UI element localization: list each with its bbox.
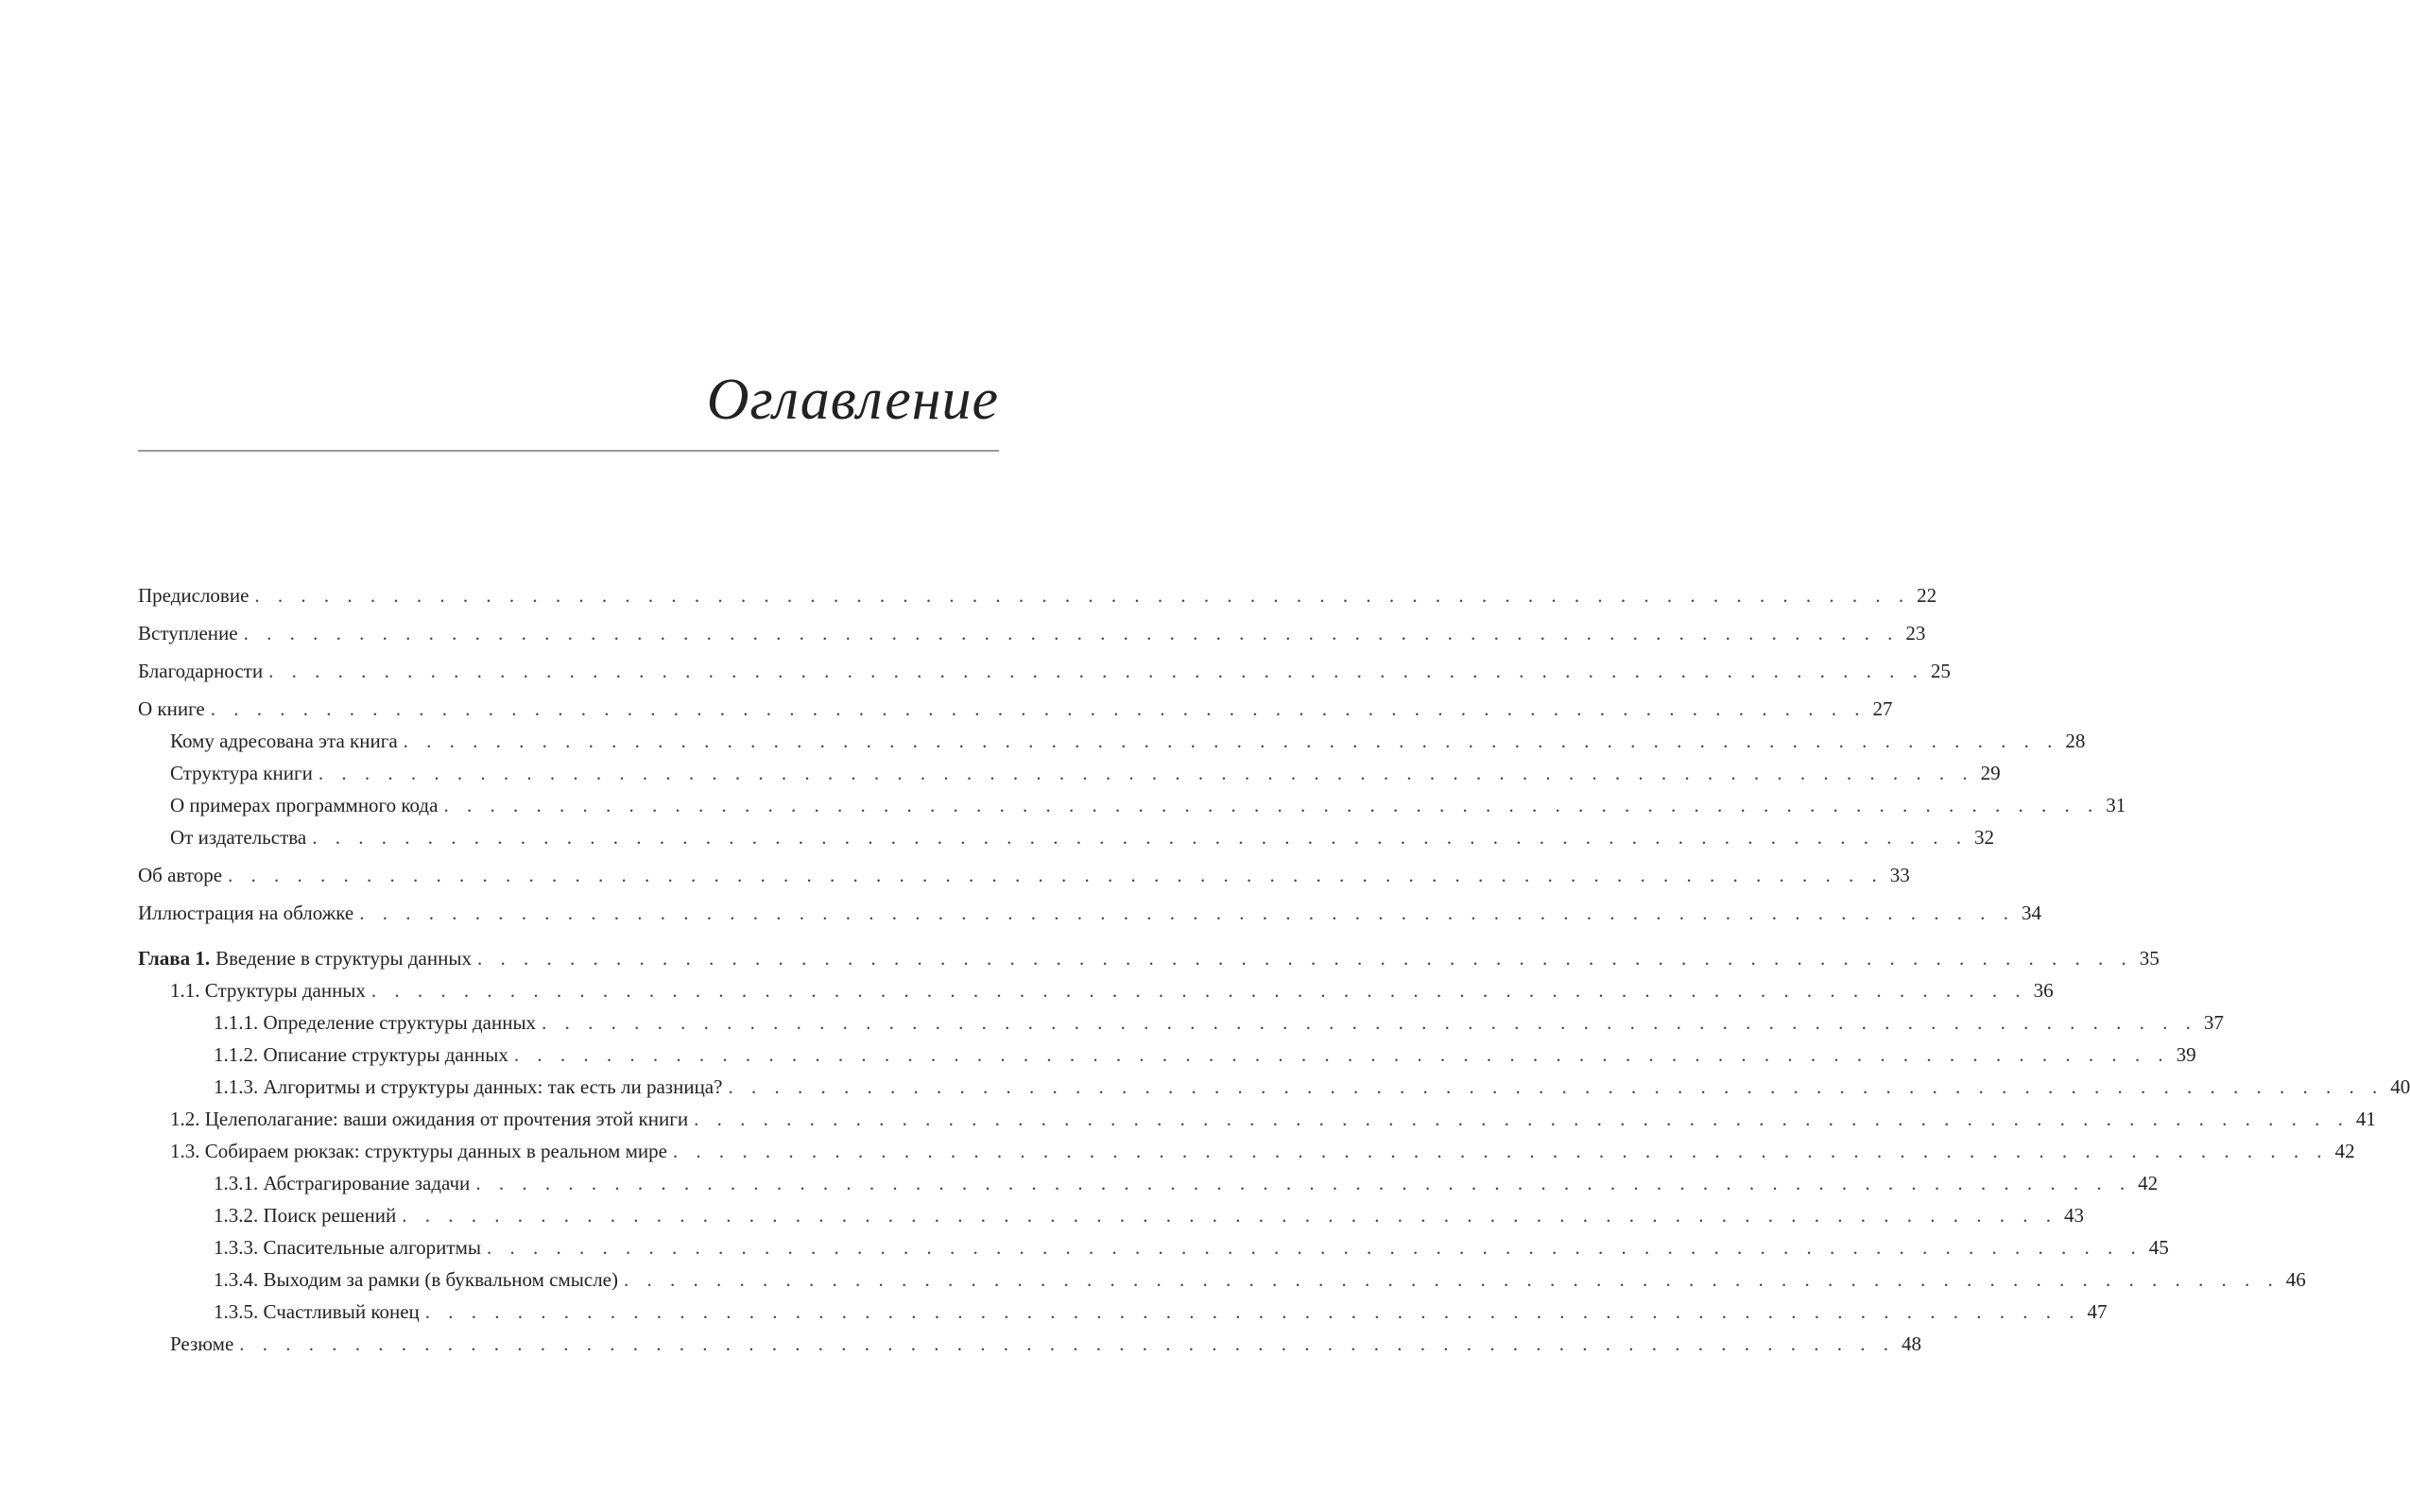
- toc-entry-title: О книге: [138, 697, 205, 720]
- toc-page-number: 40: [2390, 1075, 2410, 1098]
- toc-entry-title: Кому адресована эта книга: [170, 730, 398, 752]
- toc-entry-1-3-4[interactable]: [138, 1265, 2306, 1294]
- toc-page-number: 46: [2285, 1268, 2306, 1291]
- title-divider: [138, 450, 999, 452]
- chapter-label: Глава 1.: [138, 947, 211, 970]
- toc-leader-dots: . . . . . . . . . . . . . . . . . . . . . . . . . . . . . . . . . . . . . . . . . . . . . . . . . . . . . . . . . . . . . . . . . . . . . . . .: [476, 947, 2133, 970]
- toc-entry-title: Вступление: [138, 622, 238, 644]
- toc-page-number: 37: [2203, 1011, 2224, 1034]
- toc-page-number: 33: [1889, 864, 1910, 886]
- toc-leader-dots: . . . . . . . . . . . . . . . . . . . . . . . . . . . . . . . . . . . . . . . . . . . . . . . . . . . . . . . . . . . . . . . . . . . . . . . .: [318, 762, 1974, 784]
- toc-entry-title: Резюме: [170, 1332, 234, 1355]
- toc-entry-1-3-5[interactable]: [138, 1297, 2108, 1326]
- toc-entry-title: 1.1. Структуры данных: [170, 979, 366, 1002]
- toc-page-number: 34: [2021, 902, 2041, 924]
- toc-entry-title: 1.3.4. Выходим за рамки (в буквальном смысле): [214, 1268, 618, 1291]
- toc-entry-1-3[interactable]: [138, 1137, 2355, 1165]
- toc-leader-dots: . . . . . . . . . . . . . . . . . . . . . . . . . . . . . . . . . . . . . . . . . . . . . . . . . . . . . . . . . . . . . . . . . . . . . . . .: [513, 1043, 2170, 1066]
- toc-entry-title: 1.1.3. Алгоритмы и структуры данных: так есть ли разница?: [214, 1075, 723, 1098]
- toc-entry-title: 1.3.3. Спасительные алгоритмы: [214, 1236, 481, 1259]
- toc-entry-title: 1.1.1. Определение структуры данных: [214, 1011, 537, 1034]
- toc-entry-summary[interactable]: [138, 1330, 1922, 1358]
- toc-entry-title: Предисловие: [138, 584, 250, 607]
- toc-entry-chapter-1[interactable]: [138, 944, 2160, 972]
- toc-page-number: 35: [2139, 947, 2160, 970]
- toc-entry-preface[interactable]: [138, 581, 1937, 610]
- toc-entry-title: Иллюстрация на обложке: [138, 902, 354, 924]
- toc-page-number: 48: [1902, 1332, 1922, 1355]
- toc-entry-title: Благодарности: [138, 660, 264, 682]
- toc-entry-audience[interactable]: [138, 727, 2086, 755]
- toc-leader-dots: . . . . . . . . . . . . . . . . . . . . . . . . . . . . . . . . . . . . . . . . . . . . . . . . . . . . . . . . . . . . . . . . . . . . . . . .: [268, 660, 1924, 682]
- toc-entry-introduction[interactable]: [138, 619, 1926, 647]
- toc-page-number: 43: [2063, 1204, 2084, 1227]
- toc-entry-1-2[interactable]: [138, 1105, 2376, 1133]
- toc-page-number: 29: [1980, 762, 2001, 784]
- toc-page-number: 36: [2033, 979, 2054, 1002]
- toc-leader-dots: . . . . . . . . . . . . . . . . . . . . . . . . . . . . . . . . . . . . . . . . . . . . . . . . . . . . . . . . . . . . . . . . . . . . . . . .: [402, 1204, 2057, 1227]
- toc-leader-dots: . . . . . . . . . . . . . . . . . . . . . . . . . . . . . . . . . . . . . . . . . . . . . . . . . . . . . . . . . . . . . . . . . . . . . . . .: [370, 979, 2027, 1002]
- toc-entry-1-3-1[interactable]: [138, 1169, 2159, 1197]
- toc-page-number: 47: [2087, 1300, 2108, 1323]
- toc-entry-1-1[interactable]: [138, 976, 2054, 1005]
- toc-leader-dots: . . . . . . . . . . . . . . . . . . . . . . . . . . . . . . . . . . . . . . . . . . . . . . . . . . . . . . . . . . . . . . . . . . . . . . . .: [228, 864, 1884, 886]
- toc-entry-title: 1.3.2. Поиск решений: [214, 1204, 397, 1227]
- toc-page-number: 39: [2176, 1043, 2196, 1066]
- toc-entry-title: Структура книги: [170, 762, 313, 784]
- toc-leader-dots: . . . . . . . . . . . . . . . . . . . . . . . . . . . . . . . . . . . . . . . . . . . . . . . . . . . . . . . . . . . . . . . . . . . . . . . .: [403, 730, 2059, 752]
- toc-leader-dots: . . . . . . . . . . . . . . . . . . . . . . . . . . . . . . . . . . . . . . . . . . . . . . . . . . . . . . . . . . . . . . . . . . . . . . . .: [424, 1300, 2081, 1323]
- toc-entry-title: [138, 944, 472, 972]
- toc-entry-1-1-1[interactable]: [138, 1008, 2224, 1037]
- toc-entry-title: 1.2. Целеполагание: ваши ожидания от прочтения этой книги: [170, 1108, 689, 1130]
- toc-leader-dots: . . . . . . . . . . . . . . . . . . . . . . . . . . . . . . . . . . . . . . . . . . . . . . . . . . . . . . . . . . . . . . . . . . . . . . . .: [624, 1268, 2280, 1291]
- toc-leader-dots: . . . . . . . . . . . . . . . . . . . . . . . . . . . . . . . . . . . . . . . . . . . . . . . . . . . . . . . . . . . . . . . . . . . . . . . .: [487, 1236, 2143, 1259]
- toc-entry-title: О примерах программного кода: [170, 794, 439, 816]
- toc-leader-dots: . . . . . . . . . . . . . . . . . . . . . . . . . . . . . . . . . . . . . . . . . . . . . . . . . . . . . . . . . . . . . . . . . . . . . . . .: [728, 1075, 2384, 1098]
- toc-entry-cover-illustration[interactable]: [138, 899, 2041, 927]
- toc-leader-dots: . . . . . . . . . . . . . . . . . . . . . . . . . . . . . . . . . . . . . . . . . . . . . . . . . . . . . . . . . . . . . . . . . . . . . . . .: [359, 902, 2015, 924]
- page-title: Оглавление: [706, 368, 999, 432]
- toc-entry-1-3-2[interactable]: [138, 1201, 2084, 1229]
- toc-page-number: 28: [2065, 730, 2086, 752]
- toc-leader-dots: . . . . . . . . . . . . . . . . . . . . . . . . . . . . . . . . . . . . . . . . . . . . . . . . . . . . . . . . . . . . . . . . . . . . . . . .: [254, 584, 1911, 607]
- toc-leader-dots: . . . . . . . . . . . . . . . . . . . . . . . . . . . . . . . . . . . . . . . . . . . . . . . . . . . . . . . . . . . . . . . . . . . . . . . .: [672, 1140, 2329, 1162]
- toc-entry-about-author[interactable]: [138, 861, 1910, 889]
- toc-page-number: 42: [2138, 1172, 2159, 1194]
- toc-page-number: 45: [2148, 1236, 2169, 1259]
- toc-page-number: 32: [1973, 826, 1994, 849]
- toc-leader-dots: . . . . . . . . . . . . . . . . . . . . . . . . . . . . . . . . . . . . . . . . . . . . . . . . . . . . . . . . . . . . . . . . . . . . . . . .: [239, 1332, 1896, 1355]
- toc-page-number: 42: [2334, 1140, 2355, 1162]
- toc-entry-title: 1.3. Собираем рюкзак: структуры данных в реальном мире: [170, 1140, 667, 1162]
- toc-entry-1-1-2[interactable]: [138, 1040, 2196, 1069]
- toc-leader-dots: . . . . . . . . . . . . . . . . . . . . . . . . . . . . . . . . . . . . . . . . . . . . . . . . . . . . . . . . . . . . . . . . . . . . . . . .: [243, 622, 1900, 644]
- toc-entry-1-1-3[interactable]: [138, 1073, 2410, 1101]
- toc-leader-dots: . . . . . . . . . . . . . . . . . . . . . . . . . . . . . . . . . . . . . . . . . . . . . . . . . . . . . . . . . . . . . . . . . . . . . . . .: [312, 826, 1968, 849]
- toc-entry-acknowledgements[interactable]: [138, 657, 1951, 685]
- toc-entry-title: Об авторе: [138, 864, 223, 886]
- toc-leader-dots: . . . . . . . . . . . . . . . . . . . . . . . . . . . . . . . . . . . . . . . . . . . . . . . . . . . . . . . . . . . . . . . . . . . . . . . .: [443, 794, 2100, 816]
- toc-entry-book-structure[interactable]: [138, 759, 2001, 787]
- toc-entry-title: 1.3.5. Счастливый конец: [214, 1300, 420, 1323]
- toc-entry-publisher[interactable]: [138, 823, 1994, 851]
- toc-page-number: 25: [1930, 660, 1951, 682]
- toc-leader-dots: . . . . . . . . . . . . . . . . . . . . . . . . . . . . . . . . . . . . . . . . . . . . . . . . . . . . . . . . . . . . . . . . . . . . . . . .: [694, 1108, 2350, 1130]
- toc-leader-dots: . . . . . . . . . . . . . . . . . . . . . . . . . . . . . . . . . . . . . . . . . . . . . . . . . . . . . . . . . . . . . . . . . . . . . . . .: [475, 1172, 2132, 1194]
- toc-page-number: 31: [2106, 794, 2126, 816]
- toc-page-number: 23: [1905, 622, 1926, 644]
- toc-page-number: 22: [1917, 584, 1937, 607]
- toc-entry-title: 1.3.1. Абстрагирование задачи: [214, 1172, 471, 1194]
- toc-leader-dots: . . . . . . . . . . . . . . . . . . . . . . . . . . . . . . . . . . . . . . . . . . . . . . . . . . . . . . . . . . . . . . . . . . . . . . . .: [542, 1011, 2197, 1034]
- toc-page-number: 27: [1872, 697, 1893, 720]
- toc-entry-code-examples[interactable]: [138, 791, 2126, 819]
- toc-entry-1-3-3[interactable]: [138, 1233, 2169, 1262]
- toc-page-number: 41: [2355, 1108, 2376, 1130]
- toc-leader-dots: . . . . . . . . . . . . . . . . . . . . . . . . . . . . . . . . . . . . . . . . . . . . . . . . . . . . . . . . . . . . . . . . . . . . . . . .: [210, 697, 1867, 720]
- toc-entry-title: От издательства: [170, 826, 307, 849]
- toc-entry-about-book[interactable]: [138, 695, 1893, 723]
- chapter-title: Введение в структуры данных: [215, 947, 472, 970]
- toc-entry-title: 1.1.2. Описание структуры данных: [214, 1043, 508, 1066]
